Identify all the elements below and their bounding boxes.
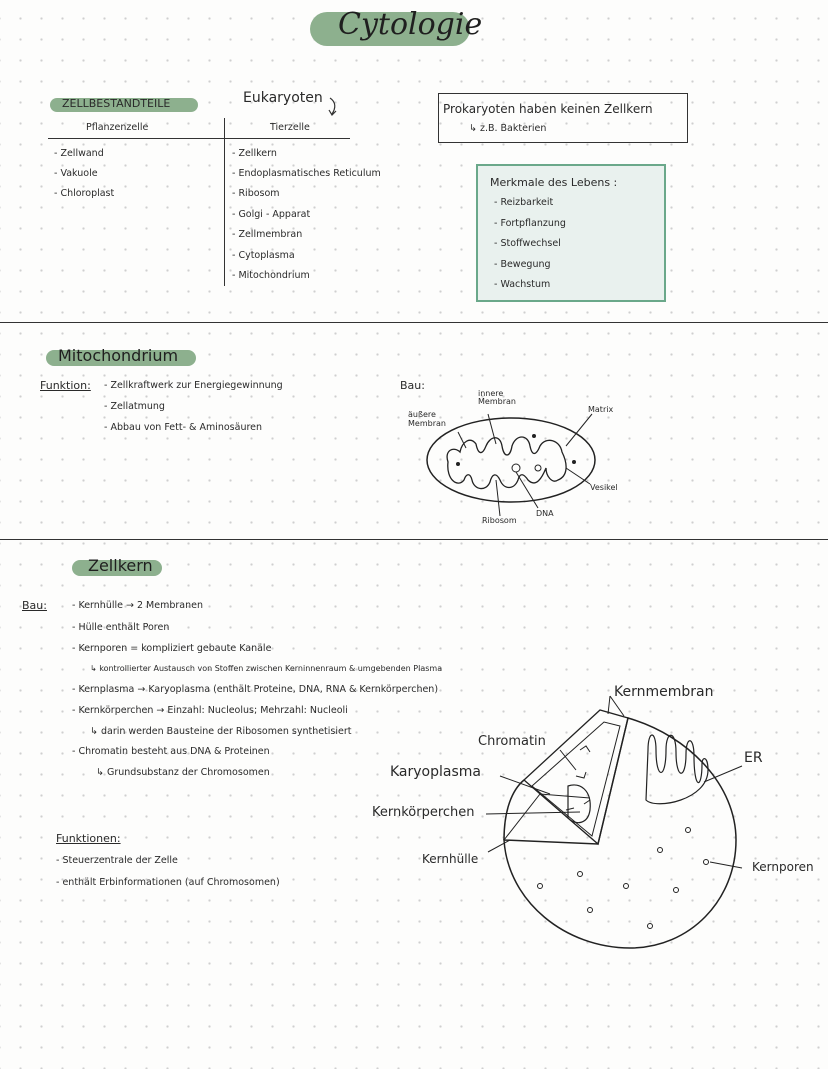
prokaryoten-text: Prokaryoten haben keinen Zellkern [443, 102, 653, 116]
label-line [710, 862, 742, 868]
mitochondrium-heading: Mitochondrium [58, 346, 179, 365]
label-er: ER [744, 750, 763, 766]
page-title: Cytologie [338, 7, 483, 42]
zellkern-heading: Zellkern [88, 556, 153, 575]
label-line [488, 840, 510, 852]
animal-item: - Endoplasmatisches Reticulum [232, 168, 381, 179]
kernpore [588, 908, 593, 913]
zellkern-bau-item: ↳ Grundsubstanz der Chromosomen [96, 767, 270, 778]
zellkern-bau-item: - Kernporen = kompliziert gebaute Kanäle [72, 643, 272, 654]
label-ribosom: Ribosom [482, 516, 517, 525]
ribosome-dot [572, 460, 576, 464]
zellkern-bau-label: Bau: [22, 599, 47, 612]
plant-item: - Zellwand [54, 148, 104, 159]
table-horizontal-line [48, 138, 350, 139]
vesicle [535, 465, 541, 471]
animal-item: - Cytoplasma [232, 250, 295, 261]
zellkern-bau-item: - Kernkörperchen → Einzahl: Nucleolus; Mehrzahl: Nucleoli [72, 705, 348, 716]
kernpore [658, 848, 663, 853]
label-line [608, 696, 610, 714]
table-vertical-line [224, 118, 225, 286]
label-line [704, 766, 742, 782]
zellkern-bau-item: ↳ kontrollierter Austausch von Stoffen zwischen Kerninnenraum & umgebenden Plasma [90, 664, 443, 673]
kernpore [578, 872, 583, 877]
label-chromatin: Chromatin [478, 734, 546, 749]
zellkern-bau-item: - Chromatin besteht aus DNA & Proteinen [72, 746, 270, 757]
kernpore [686, 828, 691, 833]
mito-funktion-label: Funktion: [40, 379, 91, 392]
kernpore [648, 924, 653, 929]
label-line [566, 468, 590, 484]
animal-item: - Golgi - Apparat [232, 209, 311, 220]
merkmale-title: Merkmale des Lebens : [490, 176, 618, 189]
merkmale-item: - Reizbarkeit [494, 197, 554, 208]
karyoplasma-cut [504, 794, 590, 840]
zellkern-bau-item: - Kernplasma → Karyoplasma (enthält Proteine, DNA, RNA & Kernkörperchen) [72, 684, 439, 695]
animal-item: - Zellmembran [232, 229, 303, 240]
nucleolus [568, 785, 590, 823]
zellkern-bau-item: - Hülle enthält Poren [72, 622, 170, 633]
section-divider [0, 539, 828, 540]
label-line [516, 472, 538, 508]
label-line [496, 480, 500, 516]
mito-funktion-item: - Zellkraftwerk zur Energiegewinnung [104, 380, 283, 391]
label-kernporen: Kernporen [752, 860, 814, 874]
eukaryoten-arrow [326, 96, 342, 120]
cut-face-top [524, 710, 628, 844]
plant-item: - Chloroplast [54, 188, 115, 199]
nucleus-outer-left [504, 780, 524, 840]
animal-header: Tierzelle [270, 122, 310, 133]
label-line [560, 750, 576, 770]
merkmale-item: - Fortpflanzung [494, 218, 566, 229]
prokaryoten-example: ↳ z.B. Bakterien [469, 123, 547, 134]
ribosome-dot [532, 434, 536, 438]
animal-item: - Zellkern [232, 148, 277, 159]
label-dna: DNA [536, 509, 554, 518]
zellbestandteile-label: ZELLBESTANDTEILE [62, 97, 171, 110]
eukaryoten-label: Eukaryoten [243, 90, 323, 106]
merkmale-item: - Stoffwechsel [494, 238, 561, 249]
label-kernhuelle: Kernhülle [422, 852, 479, 866]
merkmale-item: - Bewegung [494, 259, 551, 270]
zellkern-funktion-item: - Steuerzentrale der Zelle [56, 855, 178, 866]
kernpore [674, 888, 679, 893]
zellkern-bau-item: - Kernhülle → 2 Membranen [72, 600, 203, 611]
zellkern-funktionen-label: Funktionen: [56, 832, 121, 845]
merkmale-box [476, 164, 666, 302]
outer-membrane [427, 418, 595, 502]
section-divider [0, 322, 828, 323]
merkmale-item: - Wachstum [494, 279, 551, 290]
mito-funktion-item: - Abbau von Fett- & Aminosäuren [104, 422, 263, 433]
zellkern-funktion-item: - enthält Erbinformationen (auf Chromosomen) [56, 877, 280, 888]
plant-header: Pflanzenzelle [86, 122, 149, 133]
inner-membrane [447, 437, 566, 489]
label-aeussere-membran: äußere Membran [408, 410, 446, 428]
kernpore [624, 884, 629, 889]
mito-funktion-item: - Zellatmung [104, 401, 165, 412]
label-karyoplasma: Karyoplasma [390, 764, 481, 780]
prokaryoten-box [438, 93, 688, 143]
label-kernmembran: Kernmembran [614, 684, 714, 700]
label-vesikel: Vesikel [590, 483, 618, 492]
mito-bau-label: Bau: [400, 379, 425, 392]
kernpore [538, 884, 543, 889]
dna-ring [512, 464, 520, 472]
label-innere-membran: innere Membran [478, 389, 516, 406]
er-folds [646, 735, 708, 804]
label-kernkoerperchen: Kernkörperchen [372, 805, 475, 820]
chromatin-squiggle [566, 746, 590, 810]
animal-item: - Mitochondrium [232, 270, 310, 281]
nucleus-diagram [480, 690, 760, 960]
animal-item: - Ribosom [232, 188, 280, 199]
kernpore [704, 860, 709, 865]
label-matrix: Matrix [588, 405, 614, 414]
ribosome-dot [456, 462, 460, 466]
plant-item: - Vakuole [54, 168, 98, 179]
zellkern-bau-item: ↳ darin werden Bausteine der Ribosomen synthetisiert [90, 726, 352, 737]
